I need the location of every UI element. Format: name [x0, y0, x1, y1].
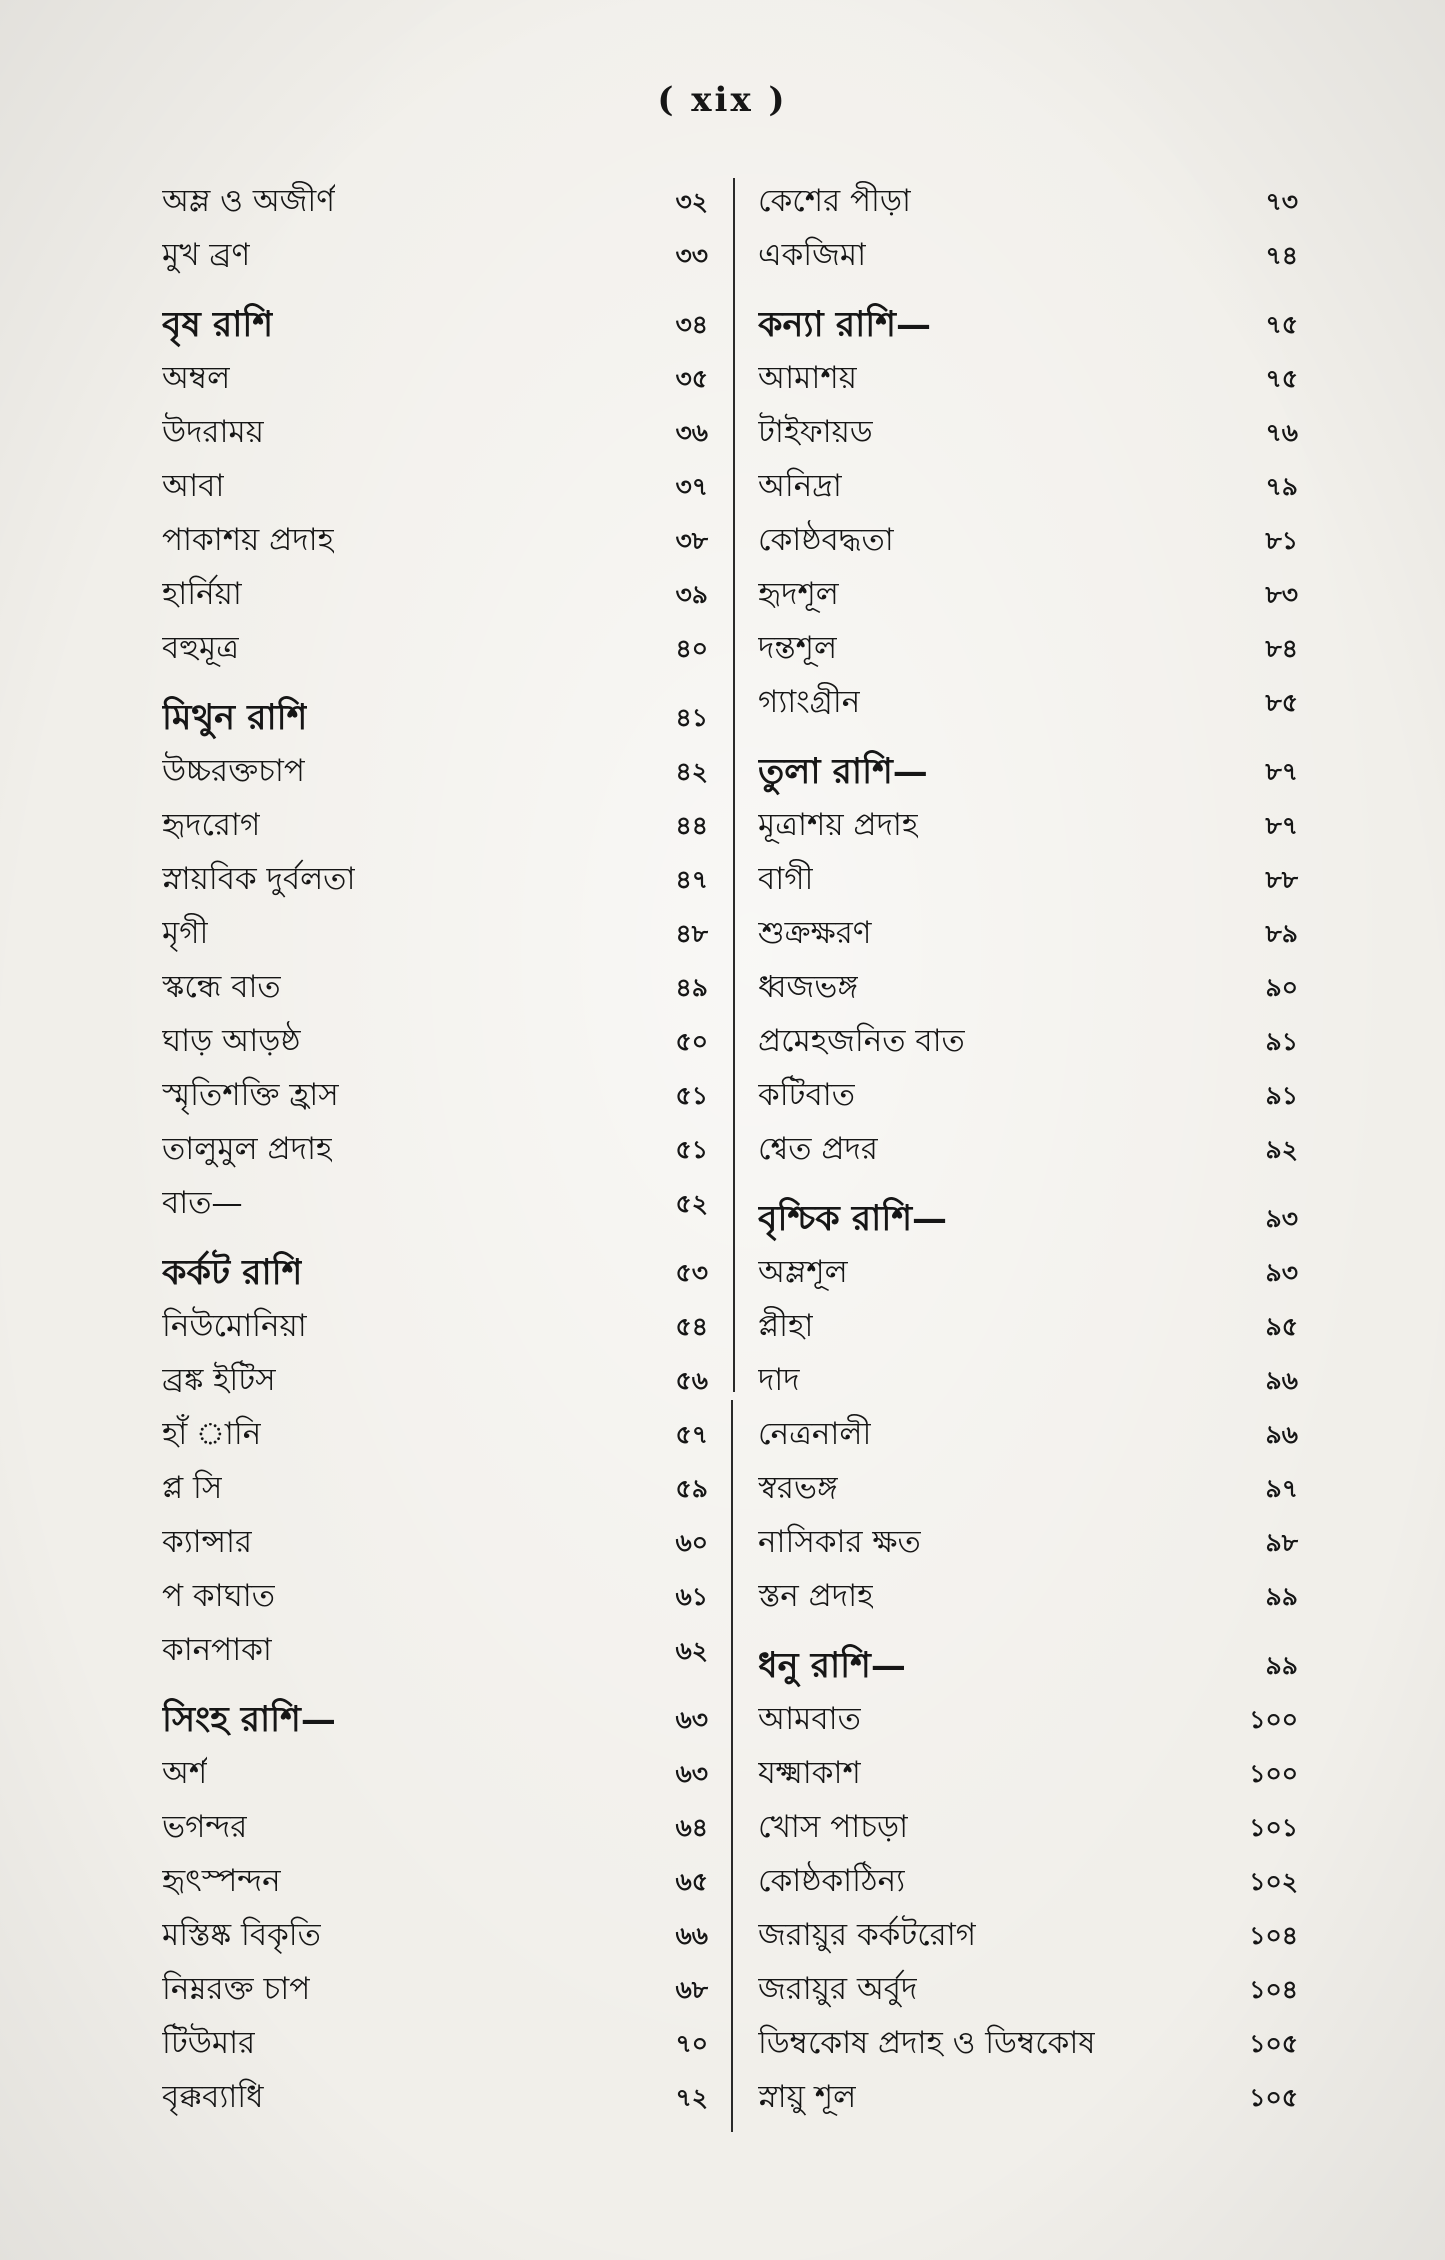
toc-section-heading — [162, 1694, 708, 1748]
toc-entry — [162, 962, 708, 1016]
entry-title: স্বরভঙ্গ — [758, 1470, 838, 1506]
page-number: ৭৬ — [1265, 417, 1298, 447]
page-number: ৬৮ — [675, 1974, 708, 2004]
page-number: ৯৯ — [1265, 1650, 1298, 1680]
page-number: ৯৩ — [1265, 1257, 1298, 1287]
toc-entry — [162, 1910, 708, 1964]
toc-section-heading — [162, 1247, 708, 1301]
page-number: ৭৫ — [1265, 363, 1298, 393]
entry-title: কানপাকা — [162, 1632, 272, 1668]
entry-title: ডিম্বকোষ প্রদাহ ও ডিম্বকোষ — [758, 2025, 1096, 2061]
entry-title: স্মৃতিশক্তি হ্রাস — [162, 1077, 339, 1113]
toc-entry — [162, 1802, 708, 1856]
page-number: ৭৯ — [1265, 471, 1298, 501]
toc-entry — [758, 515, 1298, 569]
page-number: ৫৭ — [675, 1419, 708, 1449]
toc-entry — [758, 854, 1298, 908]
toc-entry — [162, 230, 708, 284]
entry-title: ঘাড় আড়ষ্ঠ — [162, 1023, 301, 1059]
page-number: ৩৫ — [675, 363, 708, 393]
section-title: সিংহ রাশি— — [162, 1698, 336, 1740]
entry-title: মস্তিষ্ক বিকৃতি — [162, 1917, 321, 1953]
toc-entry — [758, 1856, 1298, 1910]
page-number-header: ( xix ) — [657, 80, 788, 120]
page-number: ১০১ — [1249, 1812, 1298, 1842]
toc-section-heading — [758, 1193, 1298, 1247]
toc-entry — [758, 623, 1298, 677]
toc-right-column — [758, 176, 1298, 2126]
page-number: ৩৯ — [675, 579, 708, 609]
toc-entry — [758, 1016, 1298, 1070]
page-number: ৩৩ — [675, 240, 708, 270]
toc-entry — [758, 1463, 1298, 1517]
entry-title: বৃক্কব্যাধি — [162, 2079, 264, 2115]
entry-title: ক্যান্সার — [162, 1524, 253, 1560]
entry-title: হৃৎস্পন্দন — [162, 1863, 281, 1899]
entry-title: আমবাত — [758, 1701, 861, 1737]
toc-entry — [162, 1070, 708, 1124]
page-number: ৬১ — [675, 1581, 708, 1611]
page-number: ৭৪ — [1265, 240, 1298, 270]
entry-title: গ্যাংগ্রীন — [758, 684, 861, 720]
entry-title: বাত— — [162, 1185, 243, 1221]
entry-title: নিউমোনিয়া — [162, 1308, 307, 1344]
page-number: ৯৩ — [1265, 1203, 1298, 1233]
page-number: ৮৭ — [1265, 810, 1298, 840]
page-number: ৪০ — [675, 633, 708, 663]
entry-title: জরায়ুর অর্বুদ — [758, 1971, 918, 2007]
toc-entry — [162, 1571, 708, 1625]
entry-title: কেশের পীড়া — [758, 183, 912, 219]
entry-title: আমাশয় — [758, 360, 857, 396]
entry-title: অম্ল ও অজীর্ণ — [162, 183, 336, 219]
column-divider — [731, 1400, 733, 2132]
toc-entry — [162, 1463, 708, 1517]
entry-title: স্নায়বিক দুর্বলতা — [162, 861, 356, 897]
entry-title: কোষ্ঠবদ্ধতা — [758, 522, 894, 558]
toc-entry — [162, 2072, 708, 2126]
page-number: ৯৬ — [1265, 1419, 1298, 1449]
entry-title: হৃদরোগ — [162, 807, 261, 843]
toc-section-heading — [162, 692, 708, 746]
toc-entry — [162, 407, 708, 461]
entry-title: শুক্রক্ষরণ — [758, 915, 872, 951]
page-number: ৩৭ — [675, 471, 708, 501]
section-title: কর্কট রাশি — [162, 1251, 303, 1293]
page-number: ৬৩ — [675, 1704, 708, 1734]
page-number: ১০৪ — [1249, 1920, 1298, 1950]
page-number: ৯১ — [1265, 1026, 1298, 1056]
toc-entry — [758, 1910, 1298, 1964]
page-number: ৪৭ — [675, 864, 708, 894]
toc-entry — [162, 908, 708, 962]
entry-title: ভগন্দর — [162, 1809, 248, 1845]
page-number: ৬২ — [675, 1635, 708, 1665]
entry-title: প্লীহা — [758, 1308, 814, 1344]
section-title: বৃশ্চিক রাশি— — [758, 1197, 948, 1239]
page-number: ৭২ — [675, 2082, 708, 2112]
entry-title: হৃদশূল — [758, 576, 839, 612]
toc-entry — [162, 461, 708, 515]
section-title: কন্যা রাশি— — [758, 303, 931, 345]
toc-entry — [162, 1856, 708, 1910]
entry-title: আবা — [162, 468, 225, 504]
toc-entry — [758, 908, 1298, 962]
entry-title: দন্তশূল — [758, 630, 838, 666]
page-number: ৮৭ — [1265, 756, 1298, 786]
page-number: ৪৮ — [675, 918, 708, 948]
column-divider — [733, 178, 735, 1392]
toc-entry — [758, 569, 1298, 623]
toc-entry — [758, 1802, 1298, 1856]
toc-left-column — [162, 176, 708, 2126]
entry-title: প্রমেহজনিত বাত — [758, 1023, 965, 1059]
page-number: ৩৪ — [675, 309, 708, 339]
page-number: ৯১ — [1265, 1080, 1298, 1110]
page-number: ১০২ — [1249, 1866, 1298, 1896]
toc-entry — [758, 230, 1298, 284]
section-title: ধনু রাশি— — [758, 1644, 906, 1686]
toc-entry — [758, 1694, 1298, 1748]
page-number: ৬৪ — [675, 1812, 708, 1842]
toc-entry — [162, 1748, 708, 1802]
toc-entry — [162, 1178, 708, 1232]
page-number: ৩২ — [675, 186, 708, 216]
toc-entry — [758, 677, 1298, 731]
entry-title: হাঁ ানি — [162, 1416, 262, 1452]
toc-entry — [162, 1301, 708, 1355]
toc-entry — [758, 1748, 1298, 1802]
entry-title: কটিবাত — [758, 1077, 855, 1113]
entry-title: খোস পাচড়া — [758, 1809, 909, 1845]
page-number: ৯৫ — [1265, 1311, 1298, 1341]
toc-entry — [758, 800, 1298, 854]
entry-title: বাগী — [758, 861, 814, 897]
toc-entry — [758, 353, 1298, 407]
page-number: ৯২ — [1265, 1134, 1298, 1164]
toc-entry — [162, 569, 708, 623]
toc-entry — [162, 1964, 708, 2018]
page-number: ৫৬ — [675, 1365, 708, 1395]
page-number: ৫৩ — [675, 1257, 708, 1287]
entry-title: টিউমার — [162, 2025, 256, 2061]
entry-title: একজিমা — [758, 237, 867, 273]
page-number: ৪১ — [675, 702, 708, 732]
page-number: ১০৫ — [1249, 2082, 1298, 2112]
entry-title: অম্বল — [162, 360, 231, 396]
entry-title: অনিদ্রা — [758, 468, 842, 504]
page-number: ৯৬ — [1265, 1365, 1298, 1395]
toc-entry — [758, 461, 1298, 515]
page-number: ৯৮ — [1265, 1527, 1298, 1557]
entry-title: হার্নিয়া — [162, 576, 242, 612]
entry-title: যক্ষ্মাকাশ — [758, 1755, 861, 1791]
page-number: ৫০ — [675, 1026, 708, 1056]
entry-title: জরায়ুর কর্কটরোগ — [758, 1917, 977, 1953]
page-number: ৫৪ — [675, 1311, 708, 1341]
entry-title: তালুমুল প্রদাহ — [162, 1131, 333, 1167]
toc-section-heading — [162, 299, 708, 353]
toc-entry — [162, 854, 708, 908]
entry-title: স্তন প্রদাহ — [758, 1578, 874, 1614]
page-number: ১০৫ — [1249, 2028, 1298, 2058]
page-number: ৮৫ — [1265, 687, 1298, 717]
toc-entry — [758, 1247, 1298, 1301]
page-number: ৪৪ — [675, 810, 708, 840]
page-number: ৯০ — [1265, 972, 1298, 1002]
entry-title: শ্বেত প্রদর — [758, 1131, 878, 1167]
page-number: ৪৯ — [675, 972, 708, 1002]
entry-title: দাদ — [758, 1362, 800, 1398]
toc-entry — [758, 1517, 1298, 1571]
page-number: ৭৩ — [1265, 186, 1298, 216]
toc-entry — [758, 1070, 1298, 1124]
toc-section-heading — [758, 1640, 1298, 1694]
page-number: ৮৯ — [1265, 918, 1298, 948]
entry-title: ব্রঙ্ক ইটিস — [162, 1362, 276, 1398]
toc-entry — [162, 176, 708, 230]
toc-entry — [162, 515, 708, 569]
entry-title: স্কন্ধে বাত — [162, 969, 281, 1005]
entry-title: স্নায়ু শূল — [758, 2079, 857, 2115]
toc-entry — [758, 2018, 1298, 2072]
entry-title: উচ্চরক্তচাপ — [162, 753, 305, 789]
toc-entry — [162, 623, 708, 677]
page-number: ৬৩ — [675, 1758, 708, 1788]
toc-section-heading — [758, 746, 1298, 800]
page-number: ১০০ — [1249, 1758, 1298, 1788]
toc-entry — [162, 1016, 708, 1070]
entry-title: কোষ্ঠকাঠিন্য — [758, 1863, 906, 1899]
page-number: ১০৪ — [1249, 1974, 1298, 2004]
page-number: ৮৪ — [1265, 633, 1298, 663]
entry-title: টাইফায়ড — [758, 414, 873, 450]
toc-entry — [162, 1625, 708, 1679]
page-number: ৮৮ — [1265, 864, 1298, 894]
toc-entry — [758, 1301, 1298, 1355]
entry-title: মুখ ব্রণ — [162, 237, 251, 273]
entry-title: প্ল সি — [162, 1470, 223, 1506]
page-number: ৬০ — [675, 1527, 708, 1557]
toc-entry — [162, 1517, 708, 1571]
page-number: ৮১ — [1265, 525, 1298, 555]
toc-entry — [162, 1124, 708, 1178]
section-title: তুলা রাশি— — [758, 750, 928, 792]
page-number: ৯৯ — [1265, 1581, 1298, 1611]
page-number: ৫১ — [675, 1080, 708, 1110]
page-number: ৪২ — [675, 756, 708, 786]
entry-title: নেত্রনালী — [758, 1416, 872, 1452]
toc-entry — [758, 1355, 1298, 1409]
toc-entry — [758, 407, 1298, 461]
toc-entry — [162, 800, 708, 854]
entry-title: অর্শ — [162, 1755, 208, 1791]
page-number: ৬৫ — [675, 1866, 708, 1896]
toc-section-heading — [758, 299, 1298, 353]
page-number: ৩৬ — [675, 417, 708, 447]
entry-title: পাকাশয় প্রদাহ — [162, 522, 334, 558]
entry-title: নিম্নরক্ত চাপ — [162, 1971, 311, 2007]
page-number: ৮৩ — [1265, 579, 1298, 609]
toc-entry — [758, 176, 1298, 230]
entry-title: উদরাময় — [162, 414, 264, 450]
toc-entry — [758, 1124, 1298, 1178]
section-title: মিথুন রাশি — [162, 696, 308, 738]
entry-title: মৃগী — [162, 915, 209, 951]
toc-entry — [758, 1964, 1298, 2018]
toc-entry — [758, 2072, 1298, 2126]
page-number: ৫১ — [675, 1134, 708, 1164]
toc-entry — [162, 353, 708, 407]
entry-title: নাসিকার ক্ষত — [758, 1524, 921, 1560]
page-number: ৫৯ — [675, 1473, 708, 1503]
page-number: ৭৫ — [1265, 309, 1298, 339]
entry-title: অম্লশূল — [758, 1254, 848, 1290]
toc-entry — [162, 2018, 708, 2072]
toc-entry — [162, 1355, 708, 1409]
page-number: ৬৬ — [675, 1920, 708, 1950]
toc-entry — [758, 1409, 1298, 1463]
toc-entry — [758, 962, 1298, 1016]
entry-title: ধ্বজভঙ্গ — [758, 969, 858, 1005]
page-number: ৯৭ — [1265, 1473, 1298, 1503]
entry-title: প কাঘাত — [162, 1578, 275, 1614]
page-number: ৩৮ — [675, 525, 708, 555]
page-number: ৫২ — [675, 1188, 708, 1218]
page-number: ১০০ — [1249, 1704, 1298, 1734]
page-number: ৭০ — [675, 2028, 708, 2058]
section-title: বৃষ রাশি — [162, 303, 274, 345]
toc-entry — [162, 1409, 708, 1463]
toc-entry — [162, 746, 708, 800]
entry-title: বহুমূত্র — [162, 630, 240, 666]
toc-entry — [758, 1571, 1298, 1625]
entry-title: মূত্রাশয় প্রদাহ — [758, 807, 919, 843]
